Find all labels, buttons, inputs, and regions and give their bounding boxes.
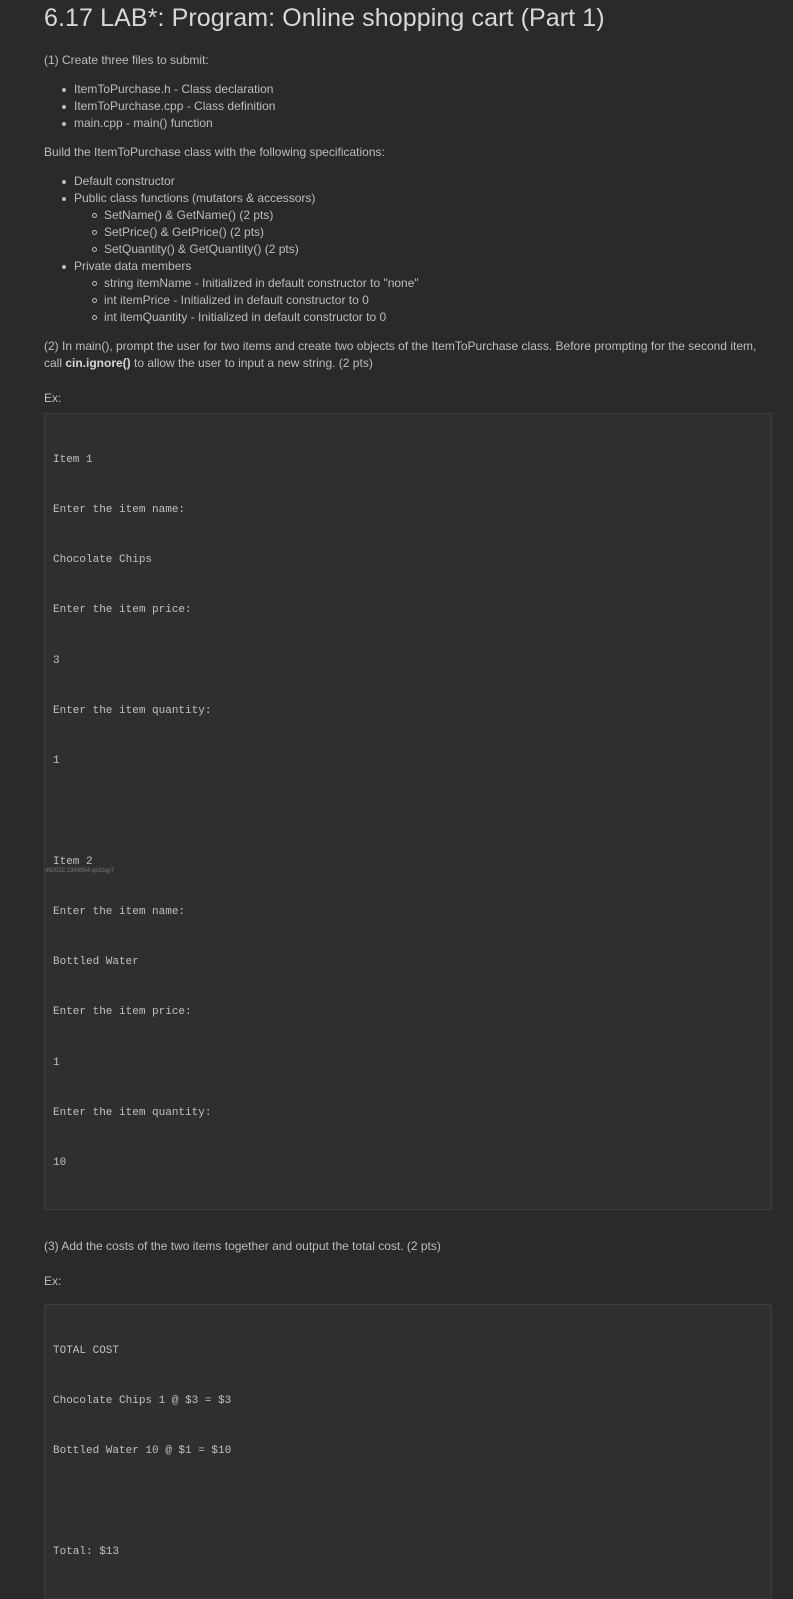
list-item: ItemToPurchase.cpp - Class definition: [62, 98, 772, 115]
files-list: [62, 81, 772, 132]
spec-private-members: [62, 258, 772, 326]
example-label-2: Ex:: [44, 1274, 62, 1289]
lab-page: [44, 0, 772, 1599]
code-line: Enter the item price:: [53, 604, 192, 617]
code-line: Item 2: [53, 855, 93, 868]
code-line: TOTAL COST: [53, 1344, 120, 1357]
code-line: [53, 803, 763, 820]
list-item: int itemQuantity - Initialized in default constructor to 0: [92, 309, 772, 326]
code-line: 1: [53, 1056, 60, 1069]
code-line: Item 1: [53, 453, 93, 466]
code-line: Bottled Water: [53, 956, 139, 968]
code-line: 10: [53, 1157, 67, 1169]
step2-text-before: (2) In main(), prompt the user for two items and create two objects of the ItemToPurchase class. Before prompting for the second item, call: [44, 339, 757, 370]
code-line: Enter the item name:: [53, 905, 186, 918]
spec-private-members-label: Private data members: [74, 259, 192, 273]
private-members-list: [92, 275, 772, 326]
step2-instructions: [44, 338, 772, 372]
example-output-code: [44, 1304, 772, 1599]
code-line: Enter the item name:: [53, 503, 186, 516]
example-input-code: [44, 413, 772, 1210]
spec-list: [62, 173, 772, 326]
code-line: [53, 1494, 763, 1511]
step1-intro: (1) Create three files to submit:: [44, 53, 209, 67]
list-item: SetPrice() & GetPrice() (2 pts): [92, 224, 772, 241]
spec-public-functions-label: Public class functions (mutators & accessors): [74, 191, 316, 205]
list-item: SetQuantity() & GetQuantity() (2 pts): [92, 241, 772, 258]
step3-instructions: (3) Add the costs of the two items together and output the total cost. (2 pts): [44, 1239, 441, 1254]
page-title: 6.17 LAB*: Program: Online shopping cart (Part 1): [44, 4, 605, 32]
step2-text-after: to allow the user to input a new string. (2 pts): [130, 356, 373, 370]
list-item: string itemName - Initialized in default constructor to "none": [92, 275, 772, 292]
example-label: Ex:: [44, 391, 62, 405]
step2-code-bold: cin.ignore(): [65, 356, 131, 370]
code-line: Enter the item quantity:: [53, 704, 212, 717]
code-line: Total: $13: [53, 1545, 120, 1558]
list-item: SetName() & GetName() (2 pts): [92, 207, 772, 224]
list-item: ItemToPurchase.h - Class declaration: [62, 81, 772, 98]
spec-public-functions: [62, 190, 772, 258]
code-line: Chocolate Chips 1 @ $3 = $3: [53, 1395, 232, 1407]
list-item: main.cpp - main() function: [62, 115, 772, 132]
code-line: Chocolate Chips: [53, 554, 153, 566]
code-line: Enter the item price:: [53, 1006, 192, 1019]
code-line: Bottled Water 10 @ $1 = $10: [53, 1445, 232, 1458]
footer-id: 492022.2349954.qx3zqy7: [45, 868, 115, 874]
code-line: Enter the item quantity:: [53, 1106, 212, 1119]
code-line: 1: [53, 755, 60, 767]
build-instructions: Build the ItemToPurchase class with the following specifications:: [44, 145, 385, 159]
public-functions-list: [92, 207, 772, 258]
list-item: int itemPrice - Initialized in default constructor to 0: [92, 292, 772, 309]
code-line: 3: [53, 654, 60, 667]
spec-default-constructor: Default constructor: [62, 173, 772, 190]
